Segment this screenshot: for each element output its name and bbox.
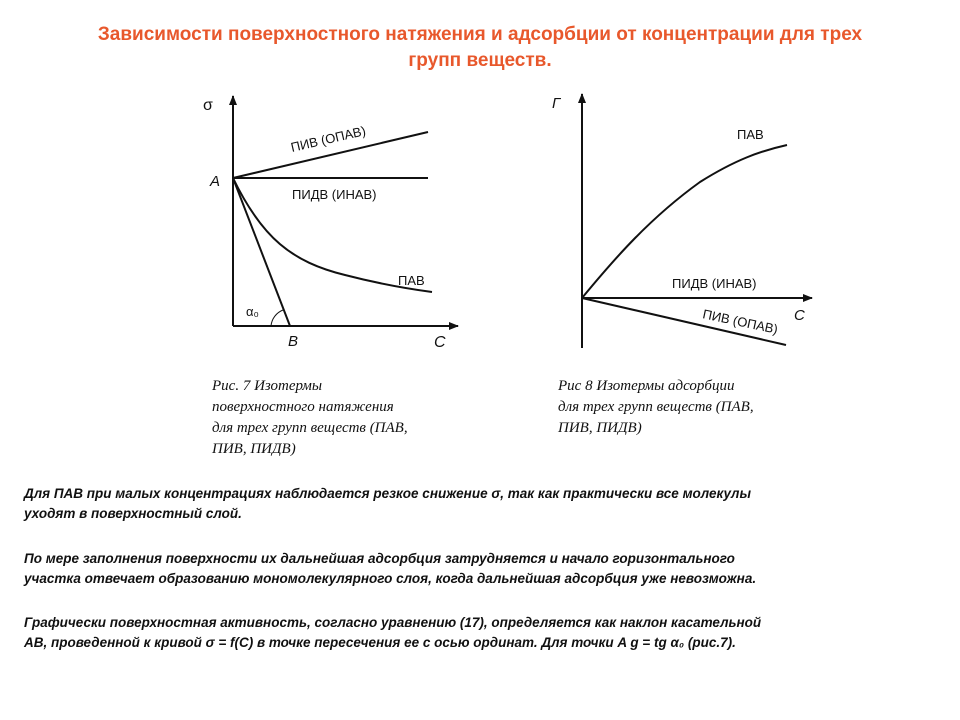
caption-8-line-3: ПИВ, ПИДВ)	[558, 420, 642, 436]
fig7-y-axis-label: σ	[203, 97, 213, 114]
figure-7-caption	[212, 376, 482, 460]
fig8-piv-label: ПИВ (ОПАВ)	[701, 306, 780, 337]
figure-8-caption	[558, 376, 828, 439]
paragraph-2-line-2: участка отвечает образованию мономолекулярного слоя, когда дальнейшая адсорбция уже невозможна.	[24, 571, 757, 586]
fig7-piv-label: ПИВ (ОПАВ)	[289, 123, 368, 155]
slide-title-line-2: групп веществ.	[408, 50, 552, 71]
fig7-point-b-label: B	[288, 333, 299, 350]
paragraph-surface-activity	[24, 613, 924, 653]
paragraph-1-line-1: Для ПАВ при малых концентрациях наблюдается резкое снижение σ, так как практически все молекулы	[24, 486, 751, 501]
fig7-pidv-label: ПИДВ (ИНАВ)	[292, 187, 377, 202]
fig8-y-axis-label: Г	[552, 95, 561, 112]
paragraph-3-line-2: АВ, проведенной к кривой σ = f(C) в точке пересечения ее с осью ординат. Для точки A g = tg α₀ (рис.7).	[24, 635, 736, 650]
fig8-x-axis-label: C	[794, 307, 805, 324]
fig7-point-a-label: A	[210, 173, 221, 190]
caption-8-line-1: Рис 8 Изотермы адсорбции	[558, 378, 735, 394]
caption-7-line-3: для трех групп веществ (ПАВ,	[212, 420, 408, 436]
paragraph-3-line-1: Графически поверхностная активность, согласно уравнению (17), определяется как наклон касательной	[24, 615, 762, 630]
fig7-x-axis-label: C	[434, 334, 446, 351]
fig8-pidv-label: ПИДВ (ИНАВ)	[672, 276, 757, 291]
paragraph-pav-low-concentration	[24, 484, 924, 524]
caption-7-line-4: ПИВ, ПИДВ)	[212, 441, 296, 457]
paragraph-1-line-2: уходят в поверхностный слой.	[24, 506, 242, 521]
paragraph-monolayer	[24, 549, 924, 589]
fig7-pav-label: ПАВ	[398, 273, 425, 288]
slide-title-line-1: Зависимости поверхностного натяжения и адсорбции от концентрации для трех	[97, 24, 863, 45]
fig7-angle-label: α₀	[246, 304, 259, 319]
caption-7-line-1: Рис. 7 Изотермы	[212, 378, 323, 394]
caption-8-line-2: для трех групп веществ (ПАВ,	[558, 399, 754, 415]
caption-7-line-2: поверхностного натяжения	[212, 399, 394, 415]
fig8-pav-label: ПАВ	[737, 127, 764, 142]
paragraph-2-line-1: По мере заполнения поверхности их дальнейшая адсорбция затрудняется и начало горизонтального	[24, 551, 735, 566]
